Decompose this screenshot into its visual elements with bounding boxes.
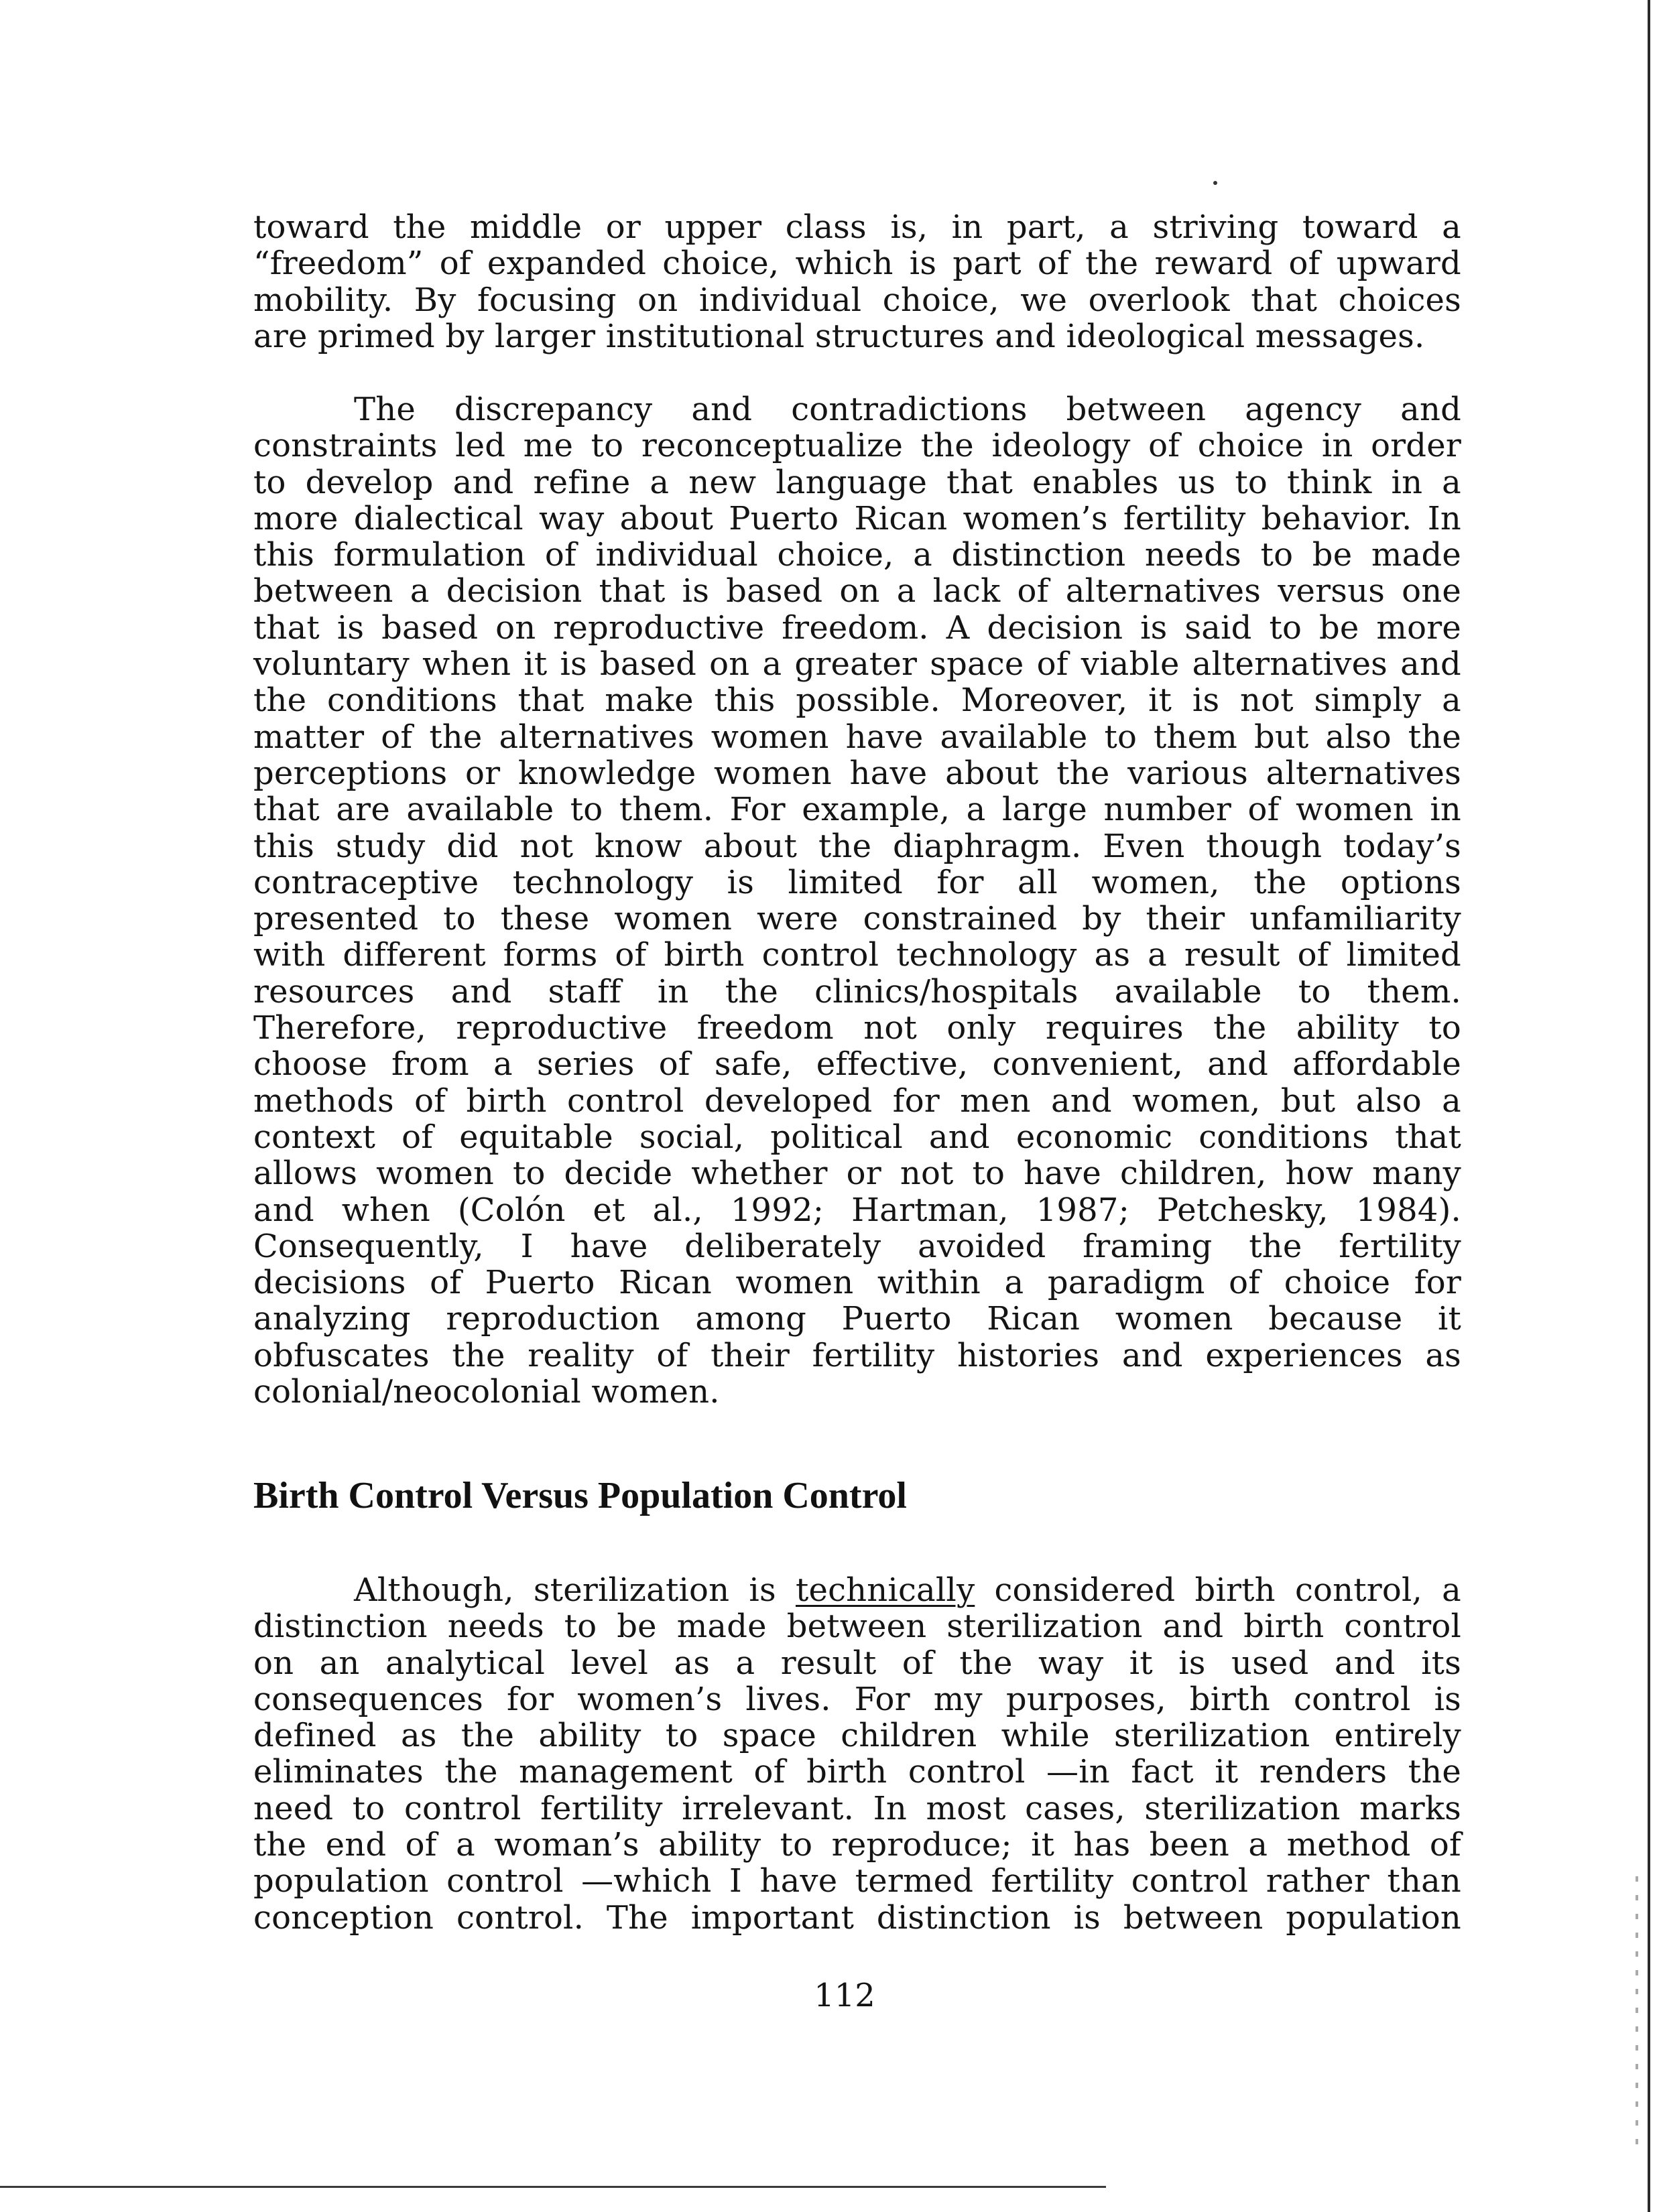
underlined-word: technically: [795, 1571, 975, 1609]
text-line: Consequently, I have deliberately avoided framing the fertility: [253, 1227, 1461, 1265]
paragraph-ideology-of-choice: [253, 391, 1461, 1410]
page-number: 112: [814, 1977, 875, 2014]
text-line: eliminates the management of birth control —in fact it renders the: [253, 1753, 1461, 1791]
text-line: methods of birth control developed for men and women, but also a: [253, 1082, 1461, 1120]
text-line: perceptions or knowledge women have about the various alternatives: [253, 754, 1461, 792]
text-line: contraceptive technology is limited for all women, the options: [253, 863, 1461, 901]
text-line: allows women to decide whether or not to have children, how many: [253, 1155, 1461, 1193]
text-line: “freedom” of expanded choice, which is part of the reward of upward: [253, 245, 1461, 283]
text-line: need to control fertility irrelevant. In most cases, sterilization marks: [253, 1789, 1461, 1827]
text-line: defined as the ability to space children while sterilization entirely: [253, 1717, 1461, 1755]
text-line: this study did not know about the diaphragm. Even though today’s: [253, 827, 1461, 865]
text-line: resources and staff in the clinics/hospitals available to them.: [253, 972, 1461, 1011]
text-line: this formulation of individual choice, a distinction needs to be made: [253, 536, 1461, 574]
text-line: distinction needs to be made between sterilization and birth control: [253, 1608, 1461, 1646]
text-line: the conditions that make this possible. Moreover, it is not simply a: [253, 681, 1461, 720]
text-line: voluntary when it is based on a greater space of viable alternatives and: [253, 645, 1461, 684]
text-line: choose from a series of safe, effective, convenient, and affordable: [253, 1045, 1461, 1084]
text-line: The discrepancy and contradictions between agency and: [354, 391, 1461, 428]
text-line: between a decision that is based on a lack of alternatives versus one: [253, 572, 1461, 610]
scan-speck: [1213, 181, 1217, 185]
text-line: population control —which I have termed fertility control rather than: [253, 1862, 1461, 1900]
text-line: to develop and refine a new language that enables us to think in a: [253, 463, 1461, 501]
text-line: that are available to them. For example, a large number of women in: [253, 791, 1461, 829]
text-run: considered birth control, a: [975, 1571, 1461, 1609]
text-line: analyzing reproduction among Puerto Rican women because it: [253, 1300, 1461, 1338]
paragraph-continued: [253, 209, 1461, 354]
text-line: colonial/neocolonial women.: [253, 1373, 720, 1411]
text-line: consequences for women’s lives. For my purposes, birth control is: [253, 1680, 1461, 1718]
text-line: [253, 1572, 1461, 1608]
text-line: presented to these women were constrained by their unfamiliarity: [253, 900, 1461, 938]
text-line: that is based on reproductive freedom. A decision is said to be more: [253, 608, 1461, 647]
text-line: matter of the alternatives women have available to them but also the: [253, 718, 1461, 756]
text-run: Although, sterilization is: [354, 1571, 796, 1609]
text-line: with different forms of birth control technology as a result of limited: [253, 936, 1461, 974]
text-line: on an analytical level as a result of the way it is used and its: [253, 1644, 1461, 1682]
text-line: the end of a woman’s ability to reproduce; it has been a method of: [253, 1826, 1461, 1864]
scan-noise-marks: [1636, 1876, 1638, 2144]
text-line: constraints led me to reconceptualize the ideology of choice in order: [253, 427, 1461, 465]
text-line: are primed by larger institutional structures and ideological messages.: [253, 317, 1425, 355]
text-line: decisions of Puerto Rican women within a paradigm of choice for: [253, 1264, 1461, 1302]
section-heading: Birth Control Versus Population Control: [253, 1475, 907, 1516]
text-line: Therefore, reproductive freedom not only requires the ability to: [253, 1009, 1461, 1047]
text-line: more dialectical way about Puerto Rican women’s fertility behavior. In: [253, 499, 1461, 537]
text-line: toward the middle or upper class is, in part, a striving toward a: [253, 208, 1461, 246]
text-line: context of equitable social, political and economic conditions that: [253, 1118, 1461, 1156]
page-edge-line: [1648, 0, 1650, 2212]
bottom-edge-line: [0, 2186, 1106, 2188]
text-line: conception control. The important distinction is between population: [253, 1898, 1461, 1937]
paragraph-birth-control: [253, 1572, 1461, 1936]
text-line: mobility. By focusing on individual choice, we overlook that choices: [253, 281, 1461, 319]
text-line: obfuscates the reality of their fertility histories and experiences as: [253, 1336, 1461, 1374]
text-line: and when (Colón et al., 1992; Hartman, 1987; Petchesky, 1984).: [253, 1191, 1461, 1229]
